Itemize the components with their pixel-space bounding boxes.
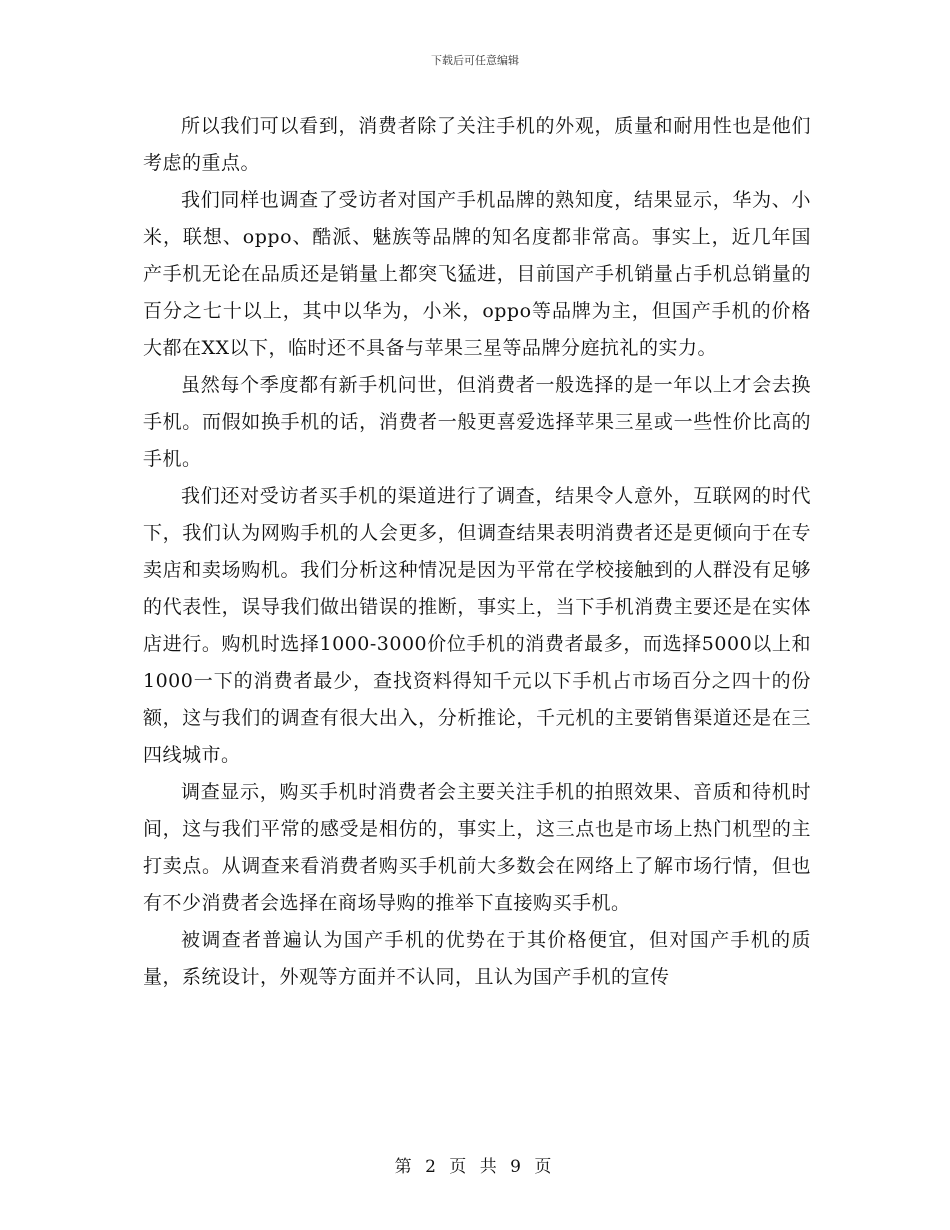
paragraph: 我们还对受访者买手机的渠道进行了调查，结果令人意外，互联网的时代下，我们认为网购手机的人会更多，但调查结果表明消费者还是更倾向于在专卖店和卖场购机。我们分析这种情况是因为平常在学校接触到的人群没有足够的代表性，误导我们做出错误的推断，事实上，当下手机消费主要还是在实体店进行。购机时选择1000-3000价位手机的消费者最多，而选择5000以上和1000一下的消费者最少，查找资料得知千元以下手机占市场百分之四十的份额，这与我们的调查有很大出入，分析推论，千元机的主要销售渠道还是在三四线城市。 bbox=[143, 485, 811, 766]
page-number: 第 2 页 共 9 页 bbox=[394, 1157, 556, 1177]
page-header-note: 下载后可任意编辑 bbox=[431, 54, 519, 67]
paragraph: 调查显示，购买手机时消费者会主要关注手机的拍照效果、音质和待机时间，这与我们平常的感受是相仿的，事实上，这三点也是市场上热门机型的主打卖点。从调查来看消费者购买手机前大多数会在网络上了解市场行情，但也有不少消费者会选择在商场导购的推举下直接购买手机。 bbox=[143, 781, 811, 914]
document-body bbox=[143, 108, 811, 996]
paragraph: 我们同样也调查了受访者对国产手机品牌的熟知度，结果显示，华为、小米，联想、oppo、酷派、魅族等品牌的知名度都非常高。事实上，近几年国产手机无论在品质还是销量上都突飞猛进，目前国产手机销量占手机总销量的百分之七十以上，其中以华为，小米，oppo等品牌为主，但国产手机的价格大都在XX以下，临时还不具备与苹果三星等品牌分庭抗礼的实力。 bbox=[143, 189, 811, 359]
paragraph: 被调查者普遍认为国产手机的优势在于其价格便宜，但对国产手机的质量，系统设计，外观等方面并不认同，且认为国产手机的宣传 bbox=[143, 929, 811, 988]
paragraph: 所以我们可以看到，消费者除了关注手机的外观，质量和耐用性也是他们考虑的重点。 bbox=[143, 115, 811, 174]
paragraph: 虽然每个季度都有新手机问世，但消费者一般选择的是一年以上才会去换手机。而假如换手机的话，消费者一般更喜爱选择苹果三星或一些性价比高的手机。 bbox=[143, 374, 811, 470]
